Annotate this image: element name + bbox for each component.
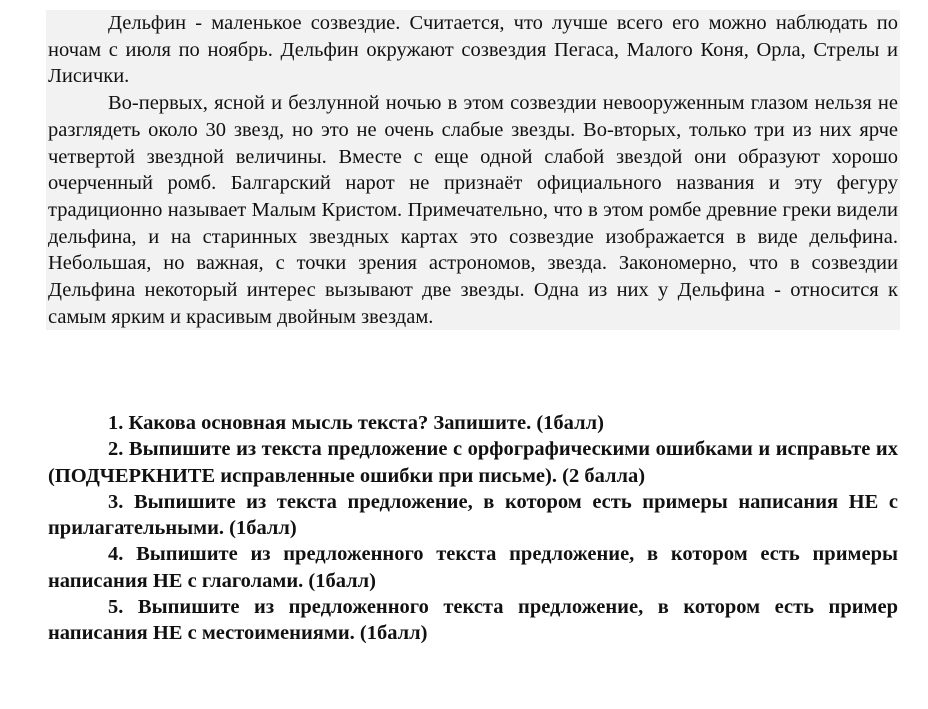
question-2: 2. Выпишите из текста предложение с орфографическими ошибками и исправьте их (ПОДЧЕРКНИТЕ исправленные ошибки при письме). (2 балла) <box>48 438 898 487</box>
question-4: 4. Выпишите из предложенного текста предложение, в котором есть примеры написания НЕ с глаголами. (1балл) <box>48 543 898 592</box>
passage-paragraph-1: Дельфин - маленькое созвездие. Считается, что лучше всего его можно наблюдать по ночам с июля по ноябрь. Дельфин окружают созвездия Пегаса, Малого Коня, Орла, Стрелы и Лисички. <box>48 12 898 88</box>
question-3: 3. Выпишите из текста предложение, в котором есть примеры написания НЕ с прилагательными. (1балл) <box>48 490 898 540</box>
question-list <box>46 410 900 647</box>
passage-paragraph-2: Во-первых, ясной и безлунной ночью в этом созвездии невооруженным глазом нельзя не разглядеть около 30 звезд, но это не очень слабые звезды. Во-вторых, только три из них ярче четвертой звездной величины. Вместе с еще одной слабой звездой они образуют хорошо очерченный ромб. Балгарский нарот не признаёт официального названия и эту фегуру традиционно называет Малым Кристом. Примечательно, что в этом ромбе древние греки видели дельфина, и на старинных звездных картах это созвездие изображается в виде дельфина. Небольшая, но важная, с точки зрения астрономов, звезда. Закономерно, что в созвездии Дельфина некоторый интерес вызывают две звезды. Одна из них у Дельфина - относится к самым ярким и красивым двойным звездам. <box>48 92 898 328</box>
question-1: 1. Какова основная мысль текста? Запишите. (1балл) <box>108 412 604 434</box>
reading-passage <box>46 10 900 330</box>
question-5: 5. Выпишите из предложенного текста предложение, в котором есть пример написания НЕ с местоимениями. (1балл) <box>48 596 898 645</box>
